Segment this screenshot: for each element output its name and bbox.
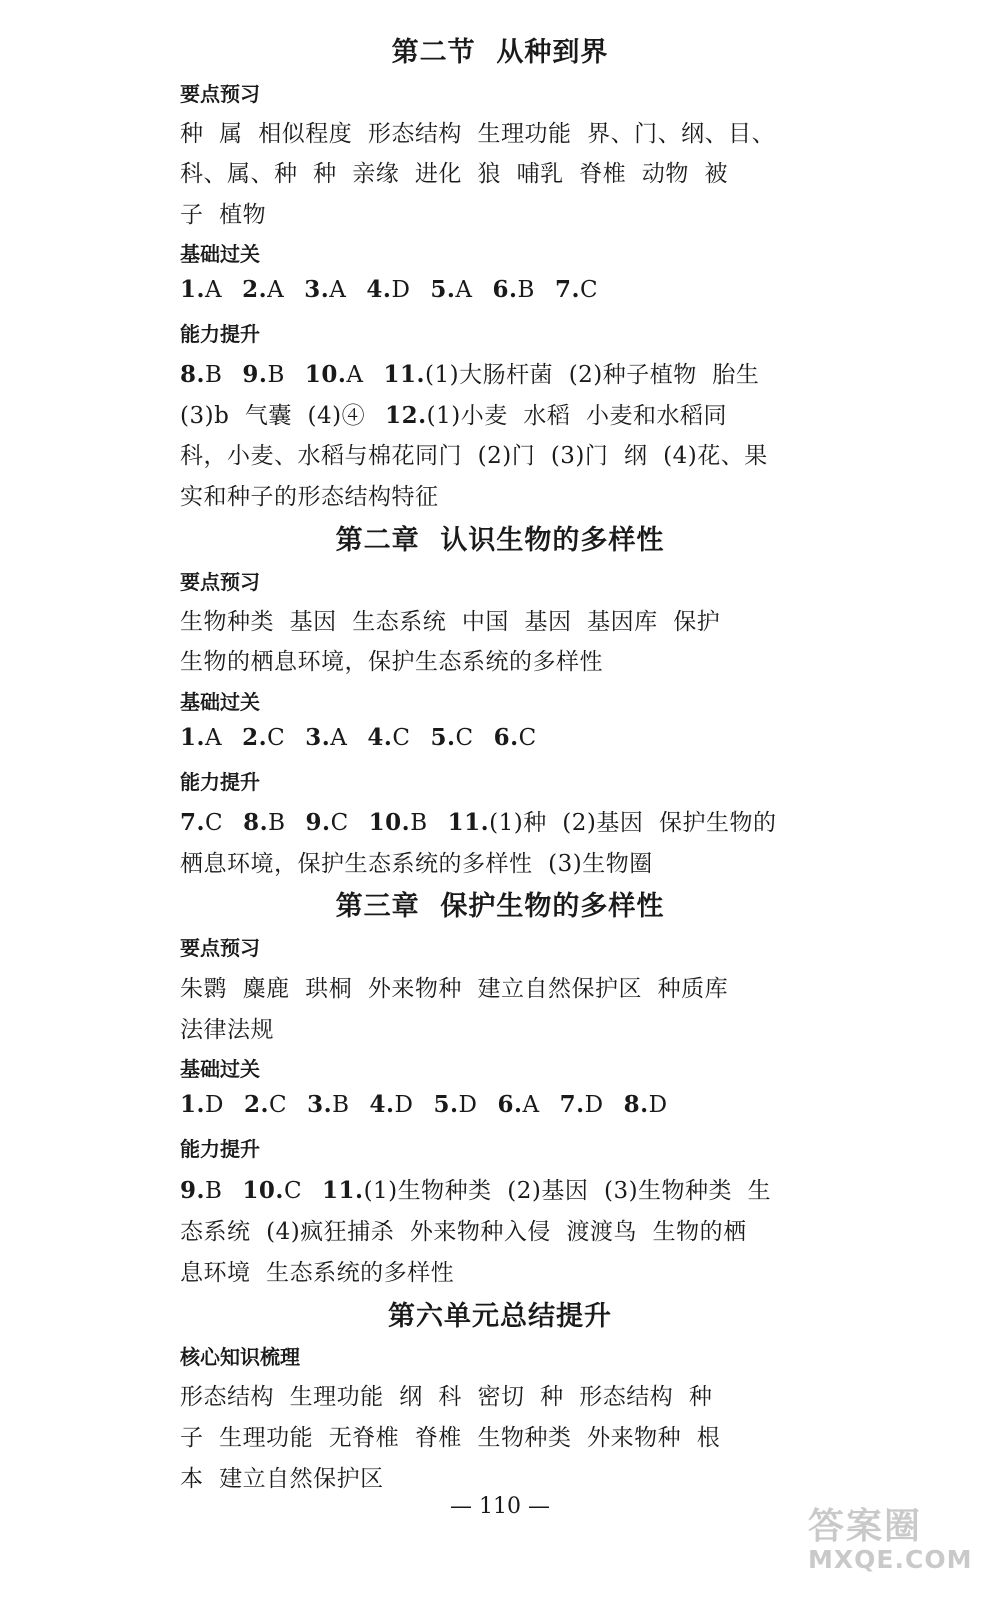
- question-number: 12.: [385, 402, 427, 429]
- answer-item: [369, 810, 428, 836]
- question-number: 4.: [366, 276, 392, 303]
- answer-item: [433, 1092, 477, 1118]
- answer-text: D: [205, 1092, 224, 1118]
- question-number: 3.: [305, 724, 331, 751]
- question-number: 8.: [180, 361, 206, 388]
- answer-text: D: [648, 1092, 668, 1118]
- answer-text: C: [205, 810, 224, 836]
- answer-item: [180, 1178, 222, 1204]
- answer-item: [430, 277, 472, 303]
- answer-line: [180, 1091, 668, 1118]
- answer-item: [494, 725, 537, 751]
- answer-line: [180, 724, 537, 751]
- answer-line: 子 生理功能 无脊椎 脊椎 生物种类 外来物种 根: [180, 1425, 721, 1451]
- question-number: 6.: [493, 724, 519, 751]
- question-number: 5.: [430, 724, 456, 751]
- question-number: 3.: [304, 276, 330, 303]
- watermark-top-text: 答案圈: [808, 1506, 923, 1547]
- answer-item: [624, 1092, 668, 1118]
- answer-text: B: [205, 1178, 223, 1204]
- answer-text: D: [458, 1092, 478, 1118]
- answer-item: [370, 1092, 414, 1118]
- block-heading: 能力提升: [180, 322, 260, 346]
- answer-item: [180, 1092, 224, 1118]
- question-number: 10.: [304, 361, 347, 388]
- answer-text: A: [346, 362, 364, 388]
- block-heading: 基础过关: [180, 690, 260, 714]
- answer-text: A: [329, 277, 347, 303]
- question-number: 6.: [492, 276, 518, 303]
- answer-text: C: [579, 277, 599, 303]
- question-number: 6.: [497, 1091, 523, 1118]
- answer-item: [243, 810, 285, 836]
- block-heading: 基础过关: [180, 242, 260, 266]
- question-number: 5.: [433, 1091, 459, 1118]
- question-number: 9.: [242, 361, 268, 388]
- answer-text: (3)b 气囊 (4)④: [180, 403, 366, 429]
- answer-item: [242, 277, 284, 303]
- answer-item: [244, 1092, 287, 1118]
- answer-text: B: [205, 362, 223, 388]
- answer-item: [385, 403, 727, 429]
- answer-item: [305, 362, 364, 388]
- page-number: — 110 —: [450, 1494, 550, 1519]
- answer-item: [180, 362, 222, 388]
- answer-line: [180, 397, 727, 430]
- answer-text: D: [584, 1092, 604, 1118]
- answer-line: [180, 804, 777, 837]
- watermark-logo: [808, 1498, 978, 1590]
- answer-item: [448, 810, 777, 836]
- answer-line: 朱鹮 麋鹿 珙桐 外来物种 建立自然保护区 种质库: [180, 976, 729, 1002]
- question-number: 7.: [559, 1091, 585, 1118]
- answer-line: [180, 1172, 771, 1205]
- answer-text: A: [205, 277, 223, 303]
- answer-text: A: [522, 1092, 540, 1118]
- block-heading: 要点预习: [180, 936, 260, 960]
- answer-item: [180, 403, 365, 429]
- block-heading: 基础过关: [180, 1057, 260, 1081]
- answer-text: (1)大肠杆菌 (2)种子植物 胎生: [425, 362, 760, 388]
- answer-text: D: [394, 1092, 414, 1118]
- question-number: 10.: [368, 809, 411, 836]
- answer-text: C: [267, 725, 286, 751]
- answer-item: [307, 1092, 349, 1118]
- block-heading: 要点预习: [180, 82, 260, 106]
- answer-item: [306, 810, 349, 836]
- answer-line: 态系统 (4)疯狂捕杀 外来物种入侵 渡渡鸟 生物的栖: [180, 1219, 747, 1245]
- question-number: 7.: [180, 809, 206, 836]
- answer-text: C: [455, 725, 474, 751]
- answer-item: [304, 277, 346, 303]
- block-heading: 核心知识梳理: [180, 1345, 300, 1369]
- answer-line: 生物的栖息环境，保护生态系统的多样性: [180, 649, 603, 675]
- answer-line: 实和种子的形态结构特征: [180, 484, 439, 510]
- question-number: 10.: [242, 1177, 284, 1204]
- answer-text: C: [330, 810, 349, 836]
- question-number: 3.: [307, 1091, 333, 1118]
- answer-text: B: [517, 277, 535, 303]
- question-number: 8.: [243, 809, 269, 836]
- answer-line: 息环境 生态系统的多样性: [180, 1260, 455, 1286]
- question-number: 11.: [322, 1177, 364, 1204]
- answer-text: B: [332, 1092, 350, 1118]
- answer-item: [555, 277, 598, 303]
- question-number: 4.: [367, 724, 393, 751]
- answer-text: B: [410, 810, 428, 836]
- answer-text: C: [268, 1092, 288, 1118]
- question-number: 1.: [180, 1091, 206, 1118]
- question-number: 2.: [243, 1091, 269, 1118]
- question-number: 11.: [447, 809, 490, 836]
- answer-item: [242, 725, 285, 751]
- question-number: 1.: [180, 276, 206, 303]
- answer-line: [180, 276, 598, 303]
- answer-line: 生物种类 基因 生态系统 中国 基因 基因库 保护: [180, 609, 721, 635]
- question-number: 7.: [554, 276, 580, 303]
- answer-text: A: [455, 277, 473, 303]
- answer-text: B: [267, 362, 285, 388]
- answer-text: C: [518, 725, 537, 751]
- answer-text: C: [392, 725, 411, 751]
- answer-item: [180, 277, 222, 303]
- watermark-bottom-text: MXQE.COM: [808, 1545, 973, 1574]
- answer-item: [497, 1092, 539, 1118]
- answer-item: [242, 1178, 302, 1204]
- answer-text: B: [268, 810, 286, 836]
- question-number: 8.: [623, 1091, 649, 1118]
- answer-line: 形态结构 生理功能 纲 科 密切 种 形态结构 种: [180, 1384, 713, 1410]
- question-number: 9.: [180, 1177, 206, 1204]
- answer-item: [383, 362, 759, 388]
- answer-item: [560, 1092, 604, 1118]
- question-number: 4.: [369, 1091, 395, 1118]
- answer-item: [305, 725, 347, 751]
- block-heading: 能力提升: [180, 770, 260, 794]
- question-number: 5.: [430, 276, 456, 303]
- answer-line: [180, 356, 759, 389]
- question-number: 9.: [305, 809, 331, 836]
- answer-text: D: [391, 277, 411, 303]
- block-heading: 能力提升: [180, 1137, 260, 1161]
- answer-text: (1)生物种类 (2)基因 (3)生物种类 生: [363, 1178, 772, 1204]
- answer-line: 科，小麦、水稻与棉花同门 (2)门 (3)门 纲 (4)花、果: [180, 443, 768, 469]
- question-number: 2.: [242, 724, 268, 751]
- section-title: 第二章 认识生物的多样性: [335, 525, 665, 556]
- answer-line: 子 植物: [180, 202, 267, 228]
- section-title: 第六单元总结提升: [388, 1301, 612, 1332]
- answer-item: [431, 725, 474, 751]
- block-heading: 要点预习: [180, 570, 260, 594]
- answer-text: (1)小麦 水稻 小麦和水稻同: [426, 403, 727, 429]
- section-title: 第二节 从种到界: [391, 37, 609, 68]
- answer-line: 科、属、种 种 亲缘 进化 狼 哺乳 脊椎 动物 被: [180, 161, 728, 187]
- answer-text: C: [283, 1178, 303, 1204]
- answer-text: A: [267, 277, 285, 303]
- answer-text: A: [205, 725, 223, 751]
- answer-item: [493, 277, 535, 303]
- answer-item: [366, 277, 410, 303]
- question-number: 11.: [383, 361, 425, 388]
- answer-line: 本 建立自然保护区: [180, 1466, 384, 1492]
- answer-line: 法律法规: [180, 1017, 274, 1043]
- answer-item: [242, 362, 284, 388]
- answer-item: [180, 810, 223, 836]
- answer-text: A: [330, 725, 348, 751]
- answer-text: (1)种 (2)基因 保护生物的: [489, 810, 777, 836]
- question-number: 1.: [180, 724, 206, 751]
- answer-line: 栖息环境，保护生态系统的多样性 (3)生物圈: [180, 851, 653, 877]
- answer-item: [322, 1178, 771, 1204]
- question-number: 2.: [242, 276, 268, 303]
- answer-line: 种 属 相似程度 形态结构 生理功能 界、门、纲、目、: [180, 121, 776, 147]
- answer-item: [180, 725, 222, 751]
- section-title: 第三章 保护生物的多样性: [335, 891, 665, 922]
- answer-item: [367, 725, 410, 751]
